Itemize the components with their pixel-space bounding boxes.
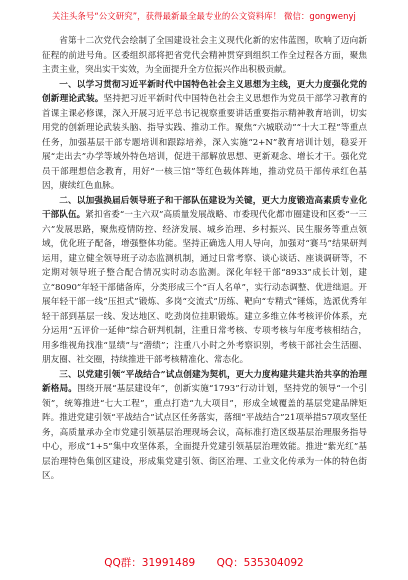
section-two-heading: 二、以加强换届后领导班子和干部队伍建设为关键，更大力度锻造高素质专业化干部队伍。 — [42, 195, 367, 220]
contact-footer — [0, 555, 408, 570]
section-one-paragraph — [42, 78, 367, 194]
section-two-paragraph — [42, 194, 367, 368]
section-one-heading: 一、以学习贯彻习近平新时代中国特色社会主义思想为主线，更大力度强化党的创新理论武装。 — [42, 79, 367, 104]
qq-group: QQ群：31991489 — [104, 557, 196, 569]
intro-paragraph — [42, 34, 367, 78]
promo-banner: 关注头条号“公文研究”，获得最新最全最专业的公文资料库！ 微信：gongwenyj — [52, 11, 356, 21]
section-one-text: 坚持把习近平新时代中国特色社会主义思想作为党员干部学习教育的首课主课必修课，深入开展习近平总书记视察重要讲话重要指示精神教育培训，切实用党的创新理论武装头脑、指导实践、推动工作。聚焦“六城联动”“十大工程”等重点任务，加强基层干部专题培训和跟踪培养，深入实施“2+N”教育培训计划，稳妥开展“走出去”办学等域外特色培训，促进干部解放思想、更新观念、增长才干。强化党员干部理想信念教育，用好“一核三馆”等红色载体阵地，推动党员干部传承红色基因，赓续红色血脉。 — [42, 94, 367, 191]
section-three-heading: 三、以党建引领“平战结合”试点创建为契机，更大力度构建共建共治共享的治理新格局。 — [42, 369, 367, 394]
section-three-text: 围绕开展“基层建设年”，创新实施“1793”行动计划，坚持党的领导“一个引领”，统筹推进“七大工程”，重点打造“九大项目”，形成全域覆盖的基层党建品牌矩阵。推进党建引领“平战结合”试点区任务落实，落细“平战结合”21项举措57项攻坚任务，高质量承办全市党建引领基层治理现场会议，高标准打造区级基层治理服务指导中心，形成“1+5”集中攻坚体系，全面提升党建引领基层治理效能。推进“紫光红”基层治理特色集创区建设，形成集党建引领、街区治理、工业文化传承为一体的特色街区。 — [42, 384, 367, 481]
qq-contact: QQ：535304092 — [216, 557, 304, 569]
paragraph-text: 省第十二次党代会绘制了全国建设社会主义现代化新的宏伟蓝图，吹响了迈向新征程的前进号角。区委组织部将把省党代会精神贯穿到组织工作全过程各方面，聚焦主责主业，突出实干实效，为全面提升全方位振兴作出积极贡献。 — [42, 36, 367, 75]
section-three-paragraph — [42, 368, 367, 484]
section-two-text: 紧扣省委“一主六双”高质量发展战略、市委现代化都市圈建设和区委“一三六”发展思路，聚焦疫情防控、经济发展、城乡治理、乡村振兴、民生服务等重点领域，优化班子配备，增强整体功能。坚持正确选人用人导向，加强对“赛马”结果研判运用，建立健全领导班子动态监测机制，通过日常考察、谈心谈话、座谈调研等，不定期对领导班子整合配合情况实时动态监测。深化年轻干部“8933”成长计划，建立“8090”年轻干部储备库，分类形成三个“百人名单”，实行动态调整、优进绌退。开展年轻干部一线“压担式”锻炼、多岗“交流式”历练、靶向“专精式”锤炼，选派优秀年轻干部到基层一线、发达地区、吃劲岗位挂职锻炼。建立多维立体考核评价体系，充分运用“五评价一延伸”综合研判机制，注重日常考核、专项考核与年度考核相结合，用多维视角找准“显绩”与“潜绩”；注重八小时之外考察识别，考核干部社会生活圈、朋友圈、社交圈，持续推进干部考核精准化、常态化。 — [42, 210, 367, 365]
article-body — [42, 34, 367, 484]
